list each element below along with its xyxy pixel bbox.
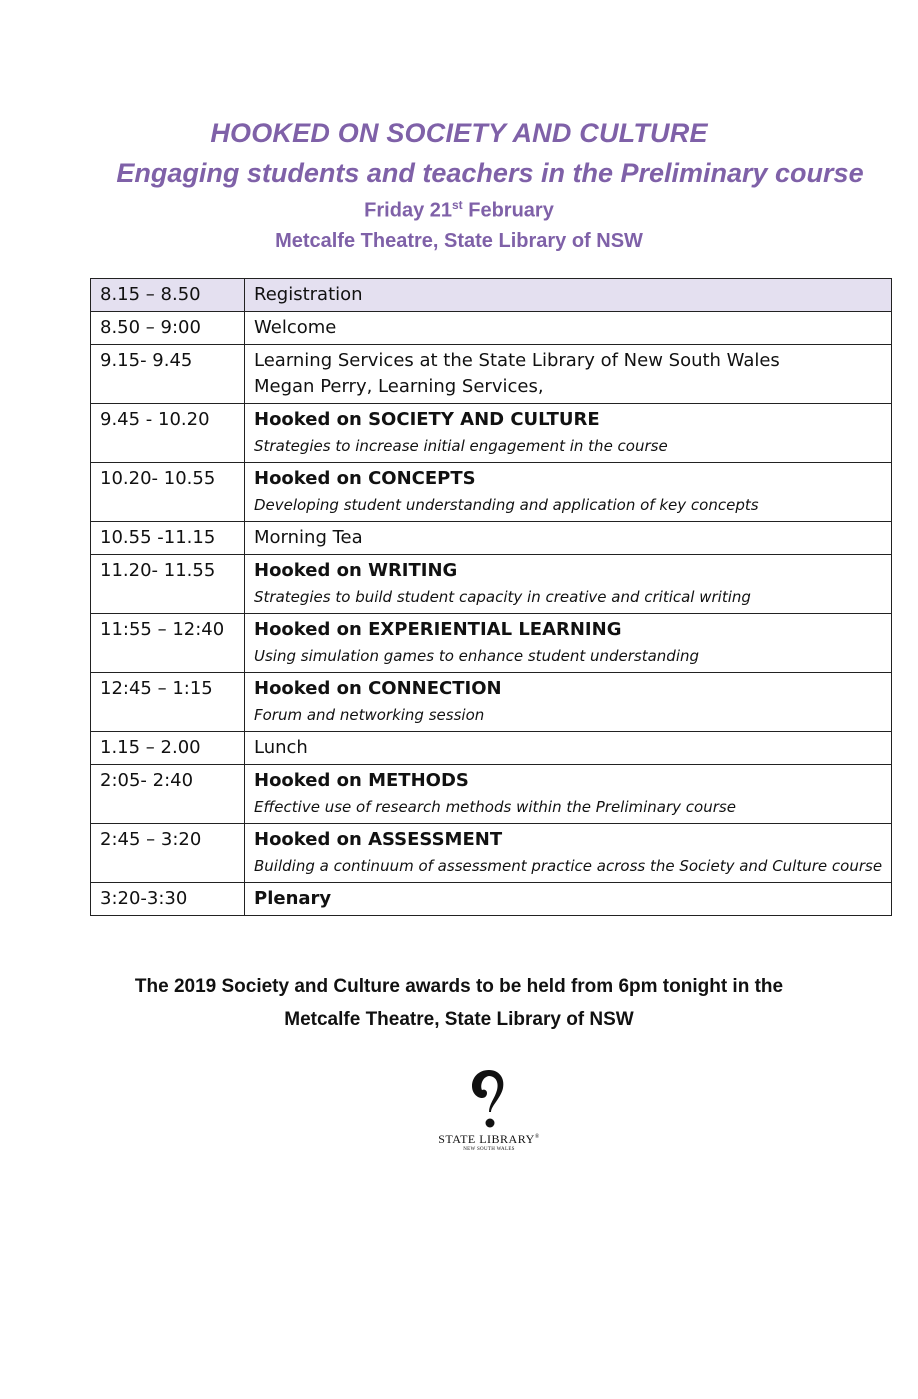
session-title: Hooked on WRITING [254,560,458,581]
schedule-row [91,463,892,522]
schedule-time: 3:20-3:30 [91,883,245,916]
schedule-row [91,732,892,765]
schedule-session [245,673,892,732]
event-date-day: Friday 21 [364,199,452,222]
logo-subtext: NEW SOUTH WALES [463,1147,515,1152]
event-venue: Metcalfe Theatre, State Library of NSW [275,230,643,252]
schedule-time: 12:45 – 1:15 [91,673,245,732]
schedule-row [91,673,892,732]
session-description: Developing student understanding and application of key concepts [254,496,759,514]
session-title: Learning Services at the State Library of New South Wales [254,350,780,371]
schedule-time: 1.15 – 2.00 [91,732,245,765]
schedule-session [245,279,892,312]
schedule-time: 8.50 – 9:00 [91,312,245,345]
footer-note [0,970,918,1036]
schedule-row [91,345,892,404]
schedule-time: 8.15 – 8.50 [91,279,245,312]
schedule-session [245,312,892,345]
schedule-time: 10.55 -11.15 [91,522,245,555]
schedule-time: 9.15- 9.45 [91,345,245,404]
session-presenter: Megan Perry, Learning Services, [254,376,544,397]
schedule-row [91,824,892,883]
schedule-session [245,824,892,883]
session-title: Hooked on CONNECTION [254,678,502,699]
schedule-row [91,279,892,312]
state-library-logo-icon [469,1068,509,1130]
schedule-time: 2:05- 2:40 [91,765,245,824]
session-title: Registration [254,284,363,305]
schedule-row [91,312,892,345]
session-description: Strategies to build student capacity in creative and critical writing [254,588,751,606]
page-title: HOOKED ON SOCIETY AND CULTURE [210,118,708,148]
session-description: Building a continuum of assessment practice across the Society and Culture course [254,857,883,875]
session-description: Using simulation games to enhance student understanding [254,647,700,665]
footer-line-2: Metcalfe Theatre, State Library of NSW [284,1009,634,1030]
session-title: Hooked on SOCIETY AND CULTURE [254,409,600,430]
schedule-row [91,614,892,673]
session-title: Lunch [254,737,308,758]
session-title: Hooked on METHODS [254,770,469,791]
schedule-session [245,345,892,404]
schedule-session [245,555,892,614]
session-title: Plenary [254,888,332,909]
session-description: Forum and networking session [254,706,485,724]
session-title: Morning Tea [254,527,363,548]
session-description: Strategies to increase initial engagement in the course [254,437,668,455]
schedule-row [91,765,892,824]
schedule-table [90,278,892,916]
schedule-row [91,404,892,463]
schedule-session [245,883,892,916]
session-description: Effective use of research methods within the Preliminary course [254,798,736,816]
schedule-time: 9.45 - 10.20 [91,404,245,463]
schedule-session [245,614,892,673]
schedule-time: 11:55 – 12:40 [91,614,245,673]
schedule-row [91,522,892,555]
schedule-row [91,883,892,916]
session-title: Hooked on CONCEPTS [254,468,476,489]
schedule-session [245,463,892,522]
schedule-time: 10.20- 10.55 [91,463,245,522]
page-subtitle: Engaging students and teachers in the Preliminary course [116,158,864,188]
schedule-row [91,555,892,614]
event-date [0,198,918,223]
session-title: Hooked on EXPERIENTIAL LEARNING [254,619,622,640]
schedule-session [245,522,892,555]
session-title: Welcome [254,317,337,338]
schedule-time: 2:45 – 3:20 [91,824,245,883]
schedule-time: 11.20- 11.55 [91,555,245,614]
event-date-suffix: st [452,198,463,212]
state-library-logo [409,1068,569,1152]
footer-line-1: The 2019 Society and Culture awards to be held from 6pm tonight in the [134,976,784,997]
event-date-month: February [462,199,554,222]
schedule-session [245,404,892,463]
session-title: Hooked on ASSESSMENT [254,829,503,850]
schedule-session [245,732,892,765]
logo-text: STATE LIBRARY® [438,1132,540,1146]
schedule-session [245,765,892,824]
